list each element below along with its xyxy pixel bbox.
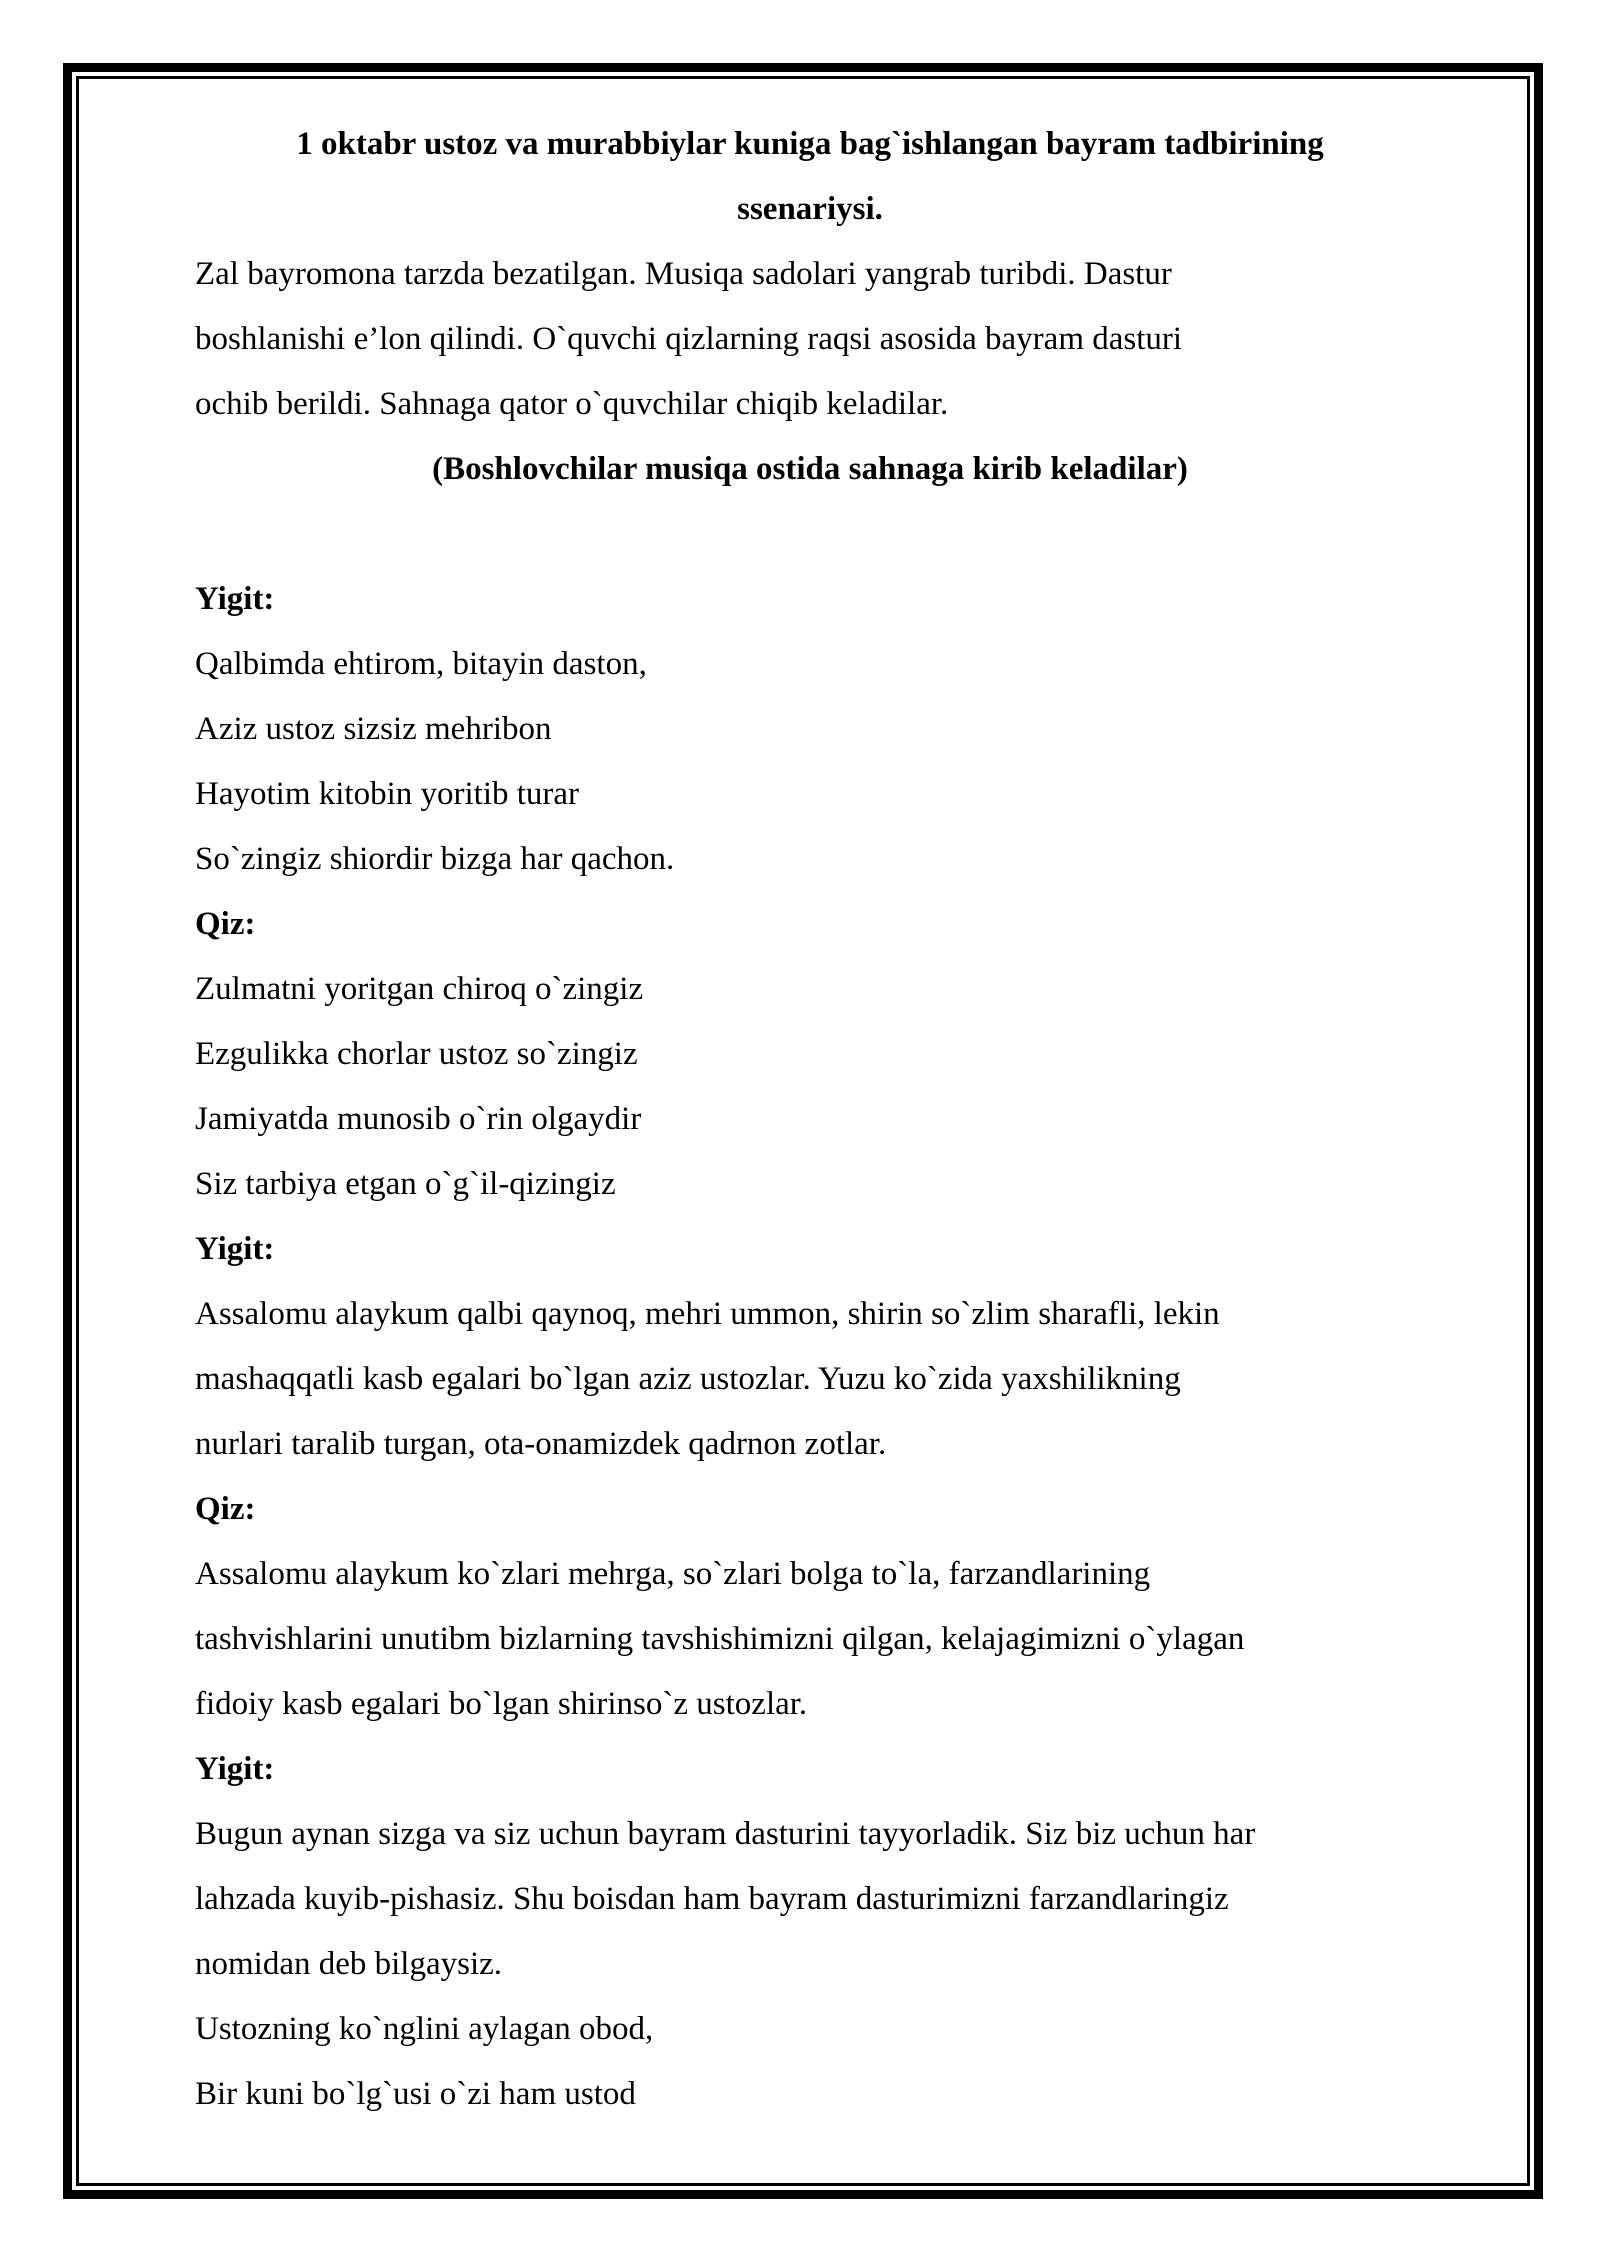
speaker-label: Qiz: [195,906,256,942]
verse-line: Aziz ustoz sizsiz mehribon [195,711,552,747]
prose-line: nurlari taralib turgan, ota-onamizdek qadrnon zotlar. [195,1426,887,1462]
intro-line: Zal bayromona tarzda bezatilgan. Musiqa sadolari yangrab turibdi. Dastur [195,256,1172,292]
document-title-line-2: ssenariysi. [737,191,883,227]
prose-line: Bugun aynan sizga va siz uchun bayram dasturini tayyorladik. Siz biz uchun har [195,1816,1256,1852]
document-body [195,112,1425,2127]
verse-line: Bir kuni bo`lg`usi o`zi ham ustod [195,2076,636,2112]
verse-line: Zulmatni yoritgan chiroq o`zingiz [195,971,644,1007]
prose-line: mashaqqatli kasb egalari bo`lgan aziz ustozlar. Yuzu ko`zida yaxshilikning [195,1361,1181,1397]
stage-direction: (Boshlovchilar musiqa ostida sahnaga kirib keladilar) [432,451,1188,487]
speaker-label: Qiz: [195,1491,256,1527]
prose-line: fidoiy kasb egalari bo`lgan shirinso`z ustozlar. [195,1686,808,1722]
intro-line: ochib berildi. Sahnaga qator o`quvchilar chiqib keladilar. [195,386,949,422]
speaker-label: Yigit: [195,1751,275,1787]
prose-line: nomidan deb bilgaysiz. [195,1946,503,1982]
verse-line: Qalbimda ehtirom, bitayin daston, [195,646,647,682]
verse-line: Jamiyatda munosib o`rin olgaydir [195,1101,642,1137]
prose-line: tashvishlarini unutibm bizlarning tavshishimizni qilgan, kelajagimizni o`ylagan [195,1621,1245,1657]
speaker-label: Yigit: [195,581,275,617]
verse-line: Ezgulikka chorlar ustoz so`zingiz [195,1036,638,1072]
speaker-label: Yigit: [195,1231,275,1267]
verse-line: Siz tarbiya etgan o`g`il-qizingiz [195,1166,616,1202]
prose-line: lahzada kuyib-pishasiz. Shu boisdan ham bayram dasturimizni farzandlaringiz [195,1881,1229,1917]
prose-line: Assalomu alaykum qalbi qaynoq, mehri ummon, shirin so`zlim sharafli, lekin [195,1296,1220,1332]
verse-line: Hayotim kitobin yoritib turar [195,776,580,812]
intro-line: boshlanishi e’lon qilindi. O`quvchi qizlarning raqsi asosida bayram dasturi [195,321,1183,357]
verse-line: So`zingiz shiordir bizga har qachon. [195,841,675,877]
document-title-line-1: 1 oktabr ustoz va murabbiylar kuniga bag`ishlangan bayram tadbirining [296,126,1324,162]
blank-line [195,502,1425,567]
prose-line: Assalomu alaykum ko`zlari mehrga, so`zlari bolga to`la, farzandlarining [195,1556,1151,1592]
verse-line: Ustozning ko`nglini aylagan obod, [195,2011,654,2047]
